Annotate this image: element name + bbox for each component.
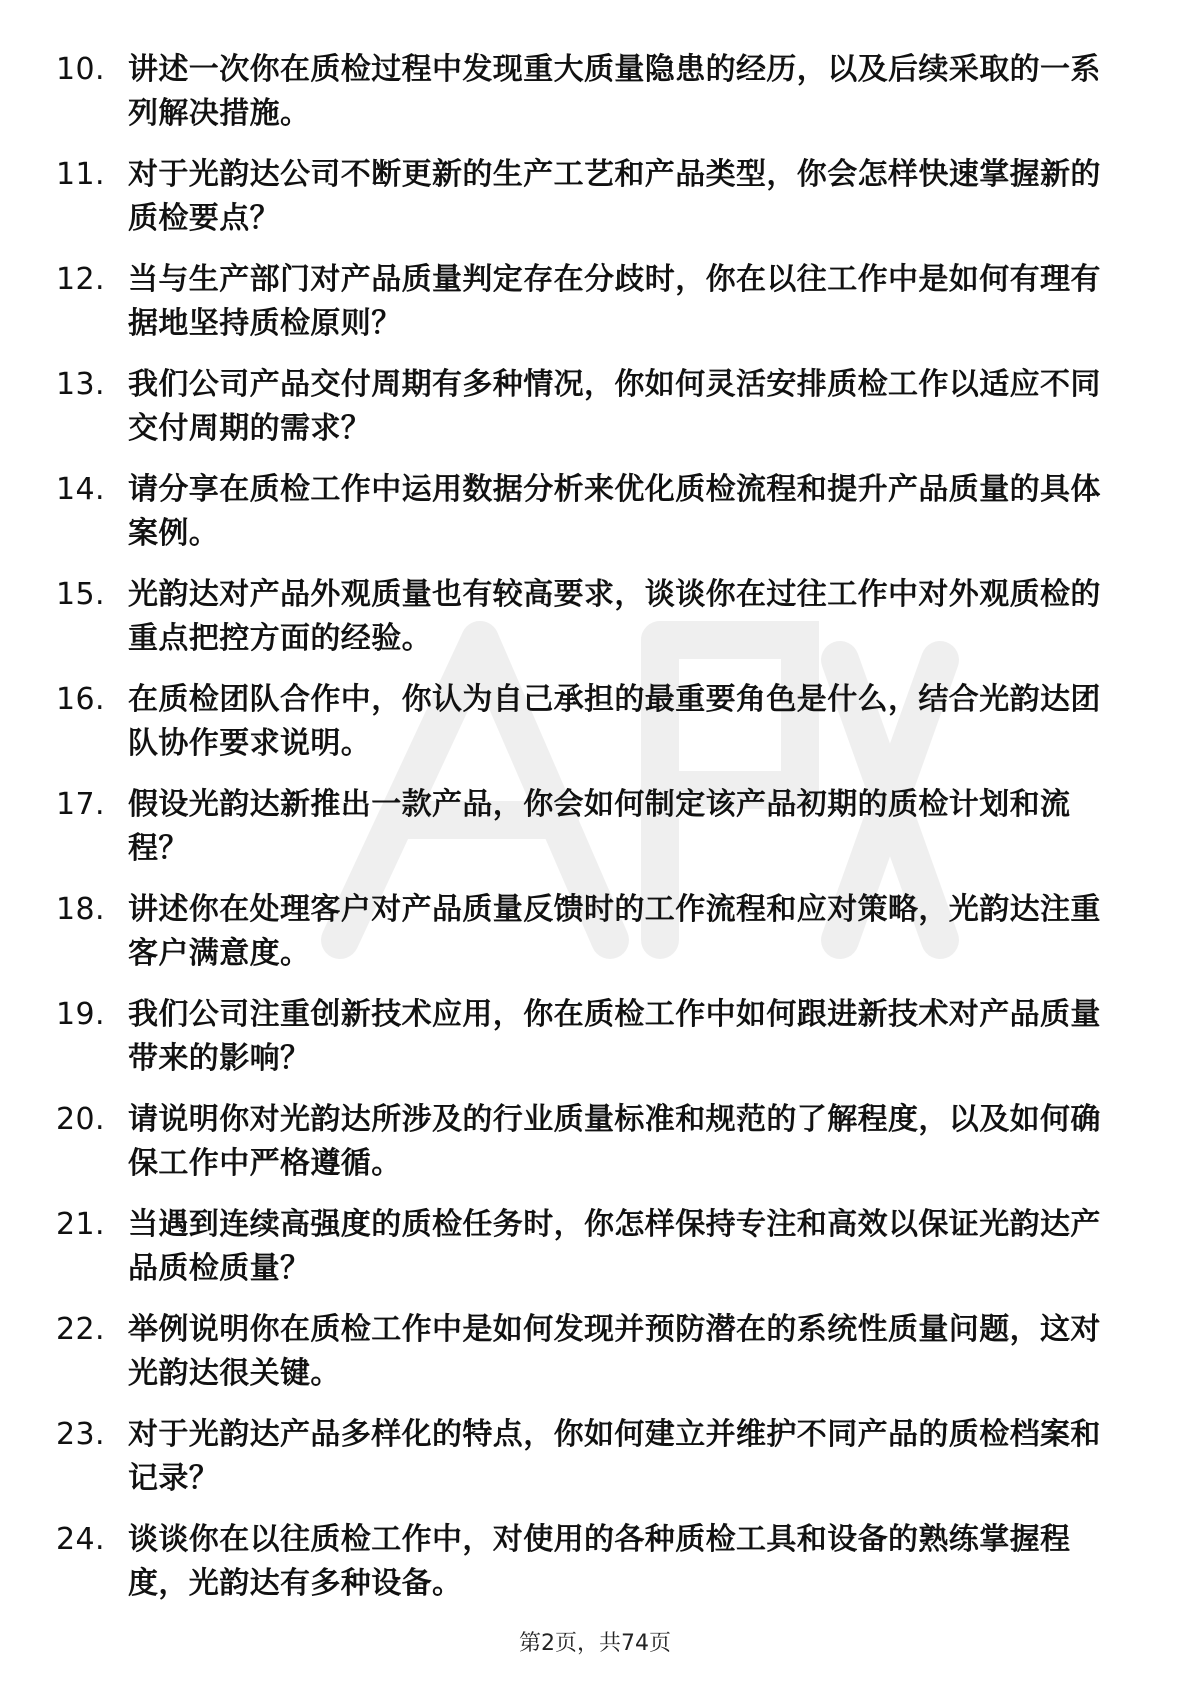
question-text: 在质检团队合作中，你认为自己承担的最重要角色是什么，结合光韵达团队协作要求说明。	[128, 682, 1101, 761]
question-number: 22.	[56, 1312, 105, 1347]
question-number: 18.	[56, 892, 105, 927]
question-text: 我们公司产品交付周期有多种情况，你如何灵活安排质检工作以适应不同交付周期的需求？	[128, 367, 1101, 446]
question-number: 24.	[56, 1522, 105, 1557]
question-item	[56, 888, 1116, 976]
question-number: 13.	[56, 367, 105, 402]
question-number: 14.	[56, 472, 105, 507]
question-number: 20.	[56, 1102, 105, 1137]
question-number: 15.	[56, 577, 105, 612]
question-number: 10.	[56, 52, 105, 87]
question-text: 当与生产部门对产品质量判定存在分歧时，你在以往工作中是如何有理有据地坚持质检原则？	[128, 262, 1101, 341]
question-item	[56, 993, 1116, 1081]
question-item	[56, 258, 1116, 346]
question-item	[56, 1413, 1116, 1501]
question-item	[56, 678, 1116, 766]
question-item	[56, 1518, 1116, 1606]
question-text: 讲述你在处理客户对产品质量反馈时的工作流程和应对策略，光韵达注重客户满意度。	[128, 892, 1101, 971]
question-item	[56, 153, 1116, 241]
question-text: 当遇到连续高强度的质检任务时，你怎样保持专注和高效以保证光韵达产品质检质量？	[128, 1207, 1101, 1286]
question-number: 23.	[56, 1417, 105, 1452]
question-text: 请说明你对光韵达所涉及的行业质量标准和规范的了解程度，以及如何确保工作中严格遵循。	[128, 1102, 1101, 1181]
question-number: 12.	[56, 262, 105, 297]
question-text: 讲述一次你在质检过程中发现重大质量隐患的经历，以及后续采取的一系列解决措施。	[128, 52, 1101, 131]
question-text: 假设光韵达新推出一款产品，你会如何制定该产品初期的质检计划和流程？	[128, 787, 1071, 866]
question-number: 19.	[56, 997, 105, 1032]
question-item	[56, 1203, 1116, 1291]
question-number: 16.	[56, 682, 105, 717]
question-number: 21.	[56, 1207, 105, 1242]
question-text: 谈谈你在以往质检工作中，对使用的各种质检工具和设备的熟练掌握程度，光韵达有多种设备。	[128, 1522, 1071, 1601]
question-item	[56, 573, 1116, 661]
page-footer	[0, 1630, 1190, 1658]
question-text: 我们公司注重创新技术应用，你在质检工作中如何跟进新技术对产品质量带来的影响？	[128, 997, 1101, 1076]
question-item	[56, 48, 1116, 136]
page-number-label: 第2页，共74页	[519, 1631, 671, 1656]
question-list	[56, 48, 1116, 1623]
question-text: 光韵达对产品外观质量也有较高要求，谈谈你在过往工作中对外观质检的重点把控方面的经验。	[128, 577, 1101, 656]
question-item	[56, 1098, 1116, 1186]
question-item	[56, 783, 1116, 871]
question-number: 17.	[56, 787, 105, 822]
question-item	[56, 468, 1116, 556]
question-item	[56, 363, 1116, 451]
question-item	[56, 1308, 1116, 1396]
question-text: 请分享在质检工作中运用数据分析来优化质检流程和提升产品质量的具体案例。	[128, 472, 1101, 551]
question-text: 举例说明你在质检工作中是如何发现并预防潜在的系统性质量问题，这对光韵达很关键。	[128, 1312, 1101, 1391]
question-text: 对于光韵达产品多样化的特点，你如何建立并维护不同产品的质检档案和记录？	[128, 1417, 1101, 1496]
question-number: 11.	[56, 157, 105, 192]
question-text: 对于光韵达公司不断更新的生产工艺和产品类型，你会怎样快速掌握新的质检要点？	[128, 157, 1101, 236]
